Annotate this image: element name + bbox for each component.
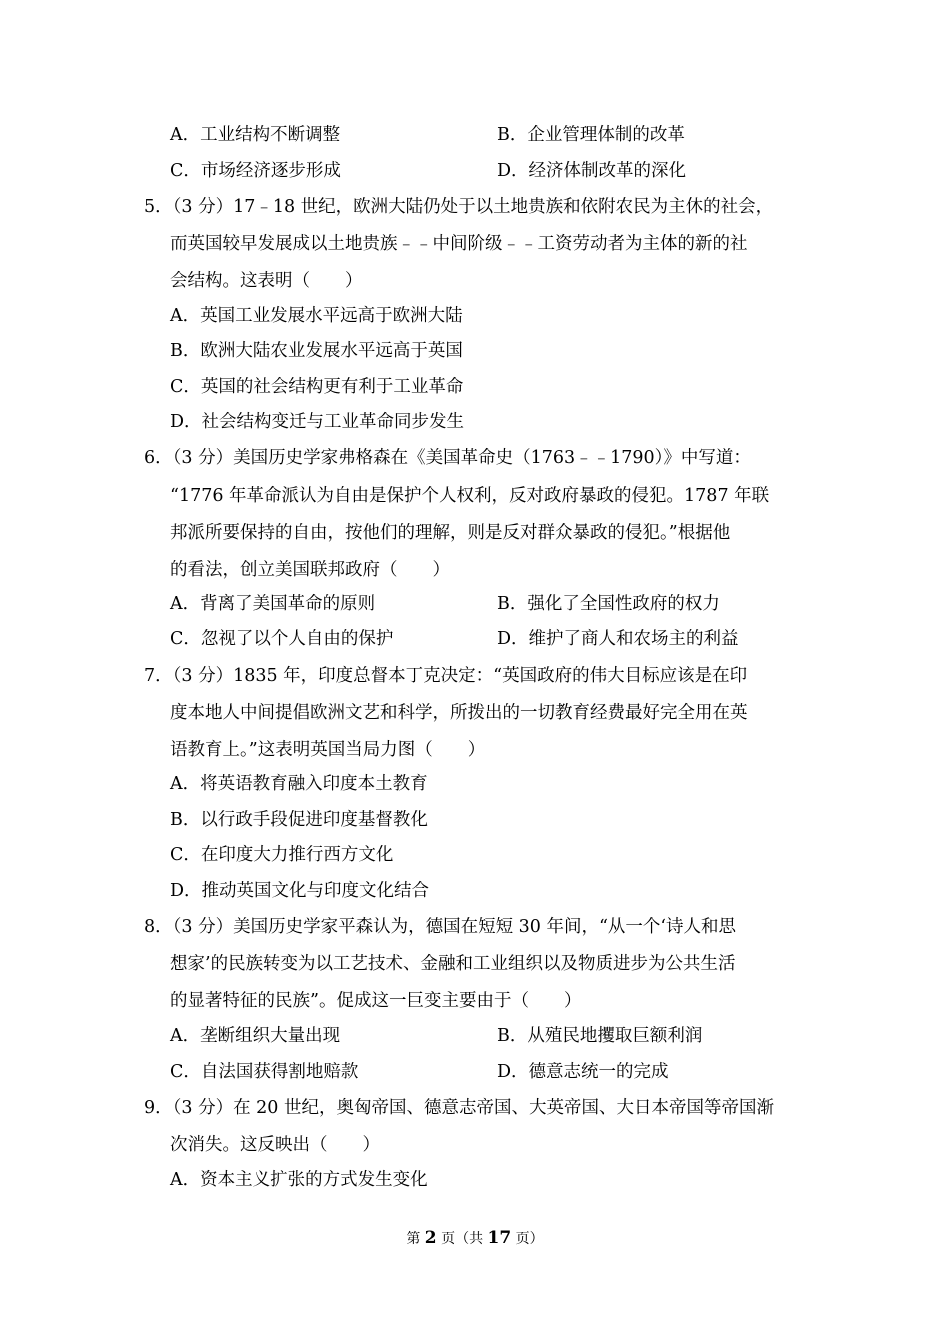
footer-page-number: 2 bbox=[424, 1228, 437, 1248]
footer-mid: 页（共 bbox=[441, 1231, 484, 1247]
q5-option-a: A．英国工业发展水平远高于欧洲大陆 bbox=[170, 306, 463, 326]
footer-suffix: 页） bbox=[515, 1231, 544, 1247]
q4-option-d: D．经济体制改革的深化 bbox=[497, 161, 687, 181]
q4-option-a: A．工业结构不断调整 bbox=[170, 125, 341, 145]
q7-stem-line3: 语教育上。”这表明英国当局力图（ ） bbox=[170, 740, 486, 760]
q7-option-d: D．推动英国文化与印度文化结合 bbox=[170, 881, 430, 901]
q7-option-b: B．以行政手段促进印度基督教化 bbox=[170, 810, 428, 830]
q9-stem-line2: 次消失。这反映出（ ） bbox=[170, 1135, 380, 1155]
q6-option-d: D．维护了商人和农场主的利益 bbox=[497, 629, 739, 649]
q9-option-a: A．资本主义扩张的方式发生变化 bbox=[170, 1170, 428, 1190]
q7-stem-line1: 7．（3 分）1835 年，印度总督本丁克决定：“英国政府的伟大目标应该是在印 bbox=[144, 666, 748, 686]
q4-option-b: B．企业管理体制的改革 bbox=[497, 125, 685, 145]
q8-stem-line1: 8．（3 分）美国历史学家平森认为，德国在短短 30 年间，“从一个‘诗人和思 bbox=[144, 917, 736, 937]
q7-option-a: A．将英语教育融入印度本土教育 bbox=[170, 774, 428, 794]
q6-option-b: B．强化了全国性政府的权力 bbox=[497, 594, 720, 614]
q8-option-b: B．从殖民地攫取巨额利润 bbox=[497, 1026, 703, 1046]
q7-stem-line2: 度本地人中间提倡欧洲文艺和科学，所拨出的一切教育经费最好完全用在英 bbox=[170, 703, 748, 723]
q5-option-b: B．欧洲大陆农业发展水平远高于英国 bbox=[170, 341, 463, 361]
q5-stem-line3: 会结构。这表明（ ） bbox=[170, 271, 363, 291]
q6-stem-line2: “1776 年革命派认为自由是保护个人权利，反对政府暴政的侵犯。1787 年联 bbox=[170, 486, 770, 506]
q6-stem-line1: 6．（3 分）美国历史学家弗格森在《美国革命史（1763﹣﹣1790）》中写道： bbox=[144, 448, 751, 468]
q7-option-c: C．在印度大力推行西方文化 bbox=[170, 845, 394, 865]
q6-option-c: C．忽视了以个人自由的保护 bbox=[170, 629, 394, 649]
q8-option-c: C．自法国获得割地赔款 bbox=[170, 1062, 359, 1082]
q5-stem-line1: 5．（3 分）17﹣18 世纪，欧洲大陆仍处于以土地贵族和依附农民为主休的社会， bbox=[144, 197, 774, 217]
q5-option-d: D．社会结构变迁与工业革命同步发生 bbox=[170, 412, 465, 432]
q5-stem-line2: 而英国较早发展成以土地贵族﹣﹣中间阶级﹣﹣工资劳动者为主体的新的社 bbox=[170, 234, 748, 254]
page-footer bbox=[0, 1228, 950, 1249]
q8-option-d: D．德意志统一的完成 bbox=[497, 1062, 669, 1082]
q6-stem-line3: 邦派所要保持的自由，按他们的理解，则是反对群众暴政的侵犯。”根据他 bbox=[170, 523, 731, 543]
q6-stem-line4: 的看法，创立美国联邦政府（ ） bbox=[170, 560, 450, 580]
q8-stem-line2: 想家’的民族转变为以工艺技术、金融和工业组织以及物质进步为公共生活 bbox=[170, 954, 736, 974]
q8-stem-line3: 的显著特征的民族”。促成这一巨变主要由于（ ） bbox=[170, 991, 582, 1011]
footer-total-pages: 17 bbox=[487, 1228, 512, 1248]
q5-option-c: C．英国的社会结构更有利于工业革命 bbox=[170, 377, 464, 397]
q6-option-a: A．背离了美国革命的原则 bbox=[170, 594, 376, 614]
q4-option-c: C．市场经济逐步形成 bbox=[170, 161, 341, 181]
q8-option-a: A．垄断组织大量出现 bbox=[170, 1026, 341, 1046]
q9-stem-line1: 9．（3 分）在 20 世纪，奥匈帝国、德意志帝国、大英帝国、大日本帝国等帝国渐 bbox=[144, 1098, 774, 1118]
footer-prefix: 第 bbox=[406, 1231, 421, 1247]
